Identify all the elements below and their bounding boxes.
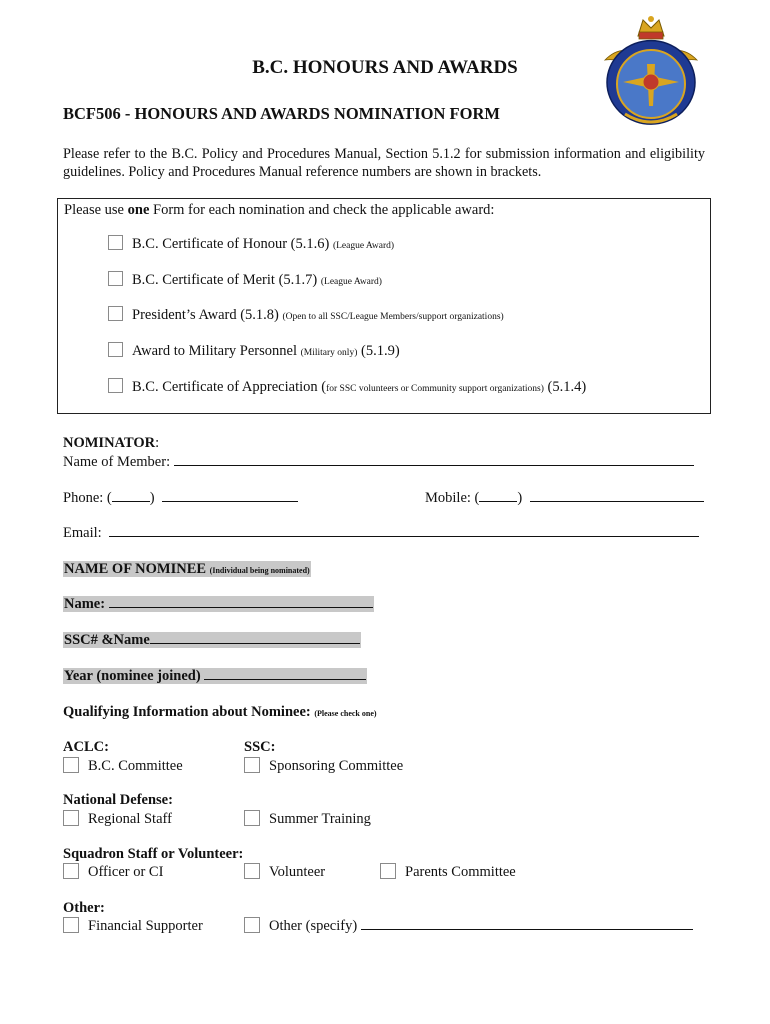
nominee-name-row: Name: bbox=[63, 596, 374, 613]
qualifying-checkbox[interactable] bbox=[380, 863, 396, 879]
qualifying-checkbox[interactable] bbox=[244, 810, 260, 826]
nominee-name-field[interactable] bbox=[109, 606, 373, 608]
award-checkbox[interactable] bbox=[108, 342, 123, 357]
email-row: Email: bbox=[63, 525, 699, 542]
award-checkbox[interactable] bbox=[108, 271, 123, 286]
option-parents-committee: Parents Committee bbox=[380, 864, 516, 881]
qualifying-checkbox[interactable] bbox=[63, 757, 79, 773]
qualifying-checkbox[interactable] bbox=[244, 917, 260, 933]
phone-area-code-field[interactable] bbox=[112, 500, 150, 502]
group-ssc: SSC: bbox=[244, 739, 276, 755]
option-volunteer: Volunteer bbox=[244, 864, 325, 881]
option-financial-supporter: Financial Supporter bbox=[63, 918, 203, 935]
mobile-area-code-field[interactable] bbox=[479, 500, 517, 502]
award-option-president: President’s Award (5.1.8) (Open to all SSC/League Members/support organizations) bbox=[108, 307, 504, 324]
mobile-row: Mobile: ( ) bbox=[425, 490, 704, 507]
option-bc-committee: B.C. Committee bbox=[63, 758, 183, 775]
intro-paragraph: Please refer to the B.C. Policy and Procedures Manual, Section 5.1.2 for submission information and eligibility guidelines. Policy and Procedures Manual reference numbers are shown in brackets. bbox=[63, 146, 705, 180]
option-summer-training: Summer Training bbox=[244, 811, 371, 828]
phone-row: Phone: ( ) bbox=[63, 490, 298, 507]
qualifying-checkbox[interactable] bbox=[63, 863, 79, 879]
award-checkbox[interactable] bbox=[108, 378, 123, 393]
form-subtitle: BCF506 - HONOURS AND AWARDS NOMINATION FORM bbox=[63, 104, 500, 123]
award-checkbox[interactable] bbox=[108, 306, 123, 321]
nominee-year-row: Year (nominee joined) bbox=[63, 668, 367, 685]
award-selection-box bbox=[57, 198, 711, 414]
option-regional-staff: Regional Staff bbox=[63, 811, 172, 828]
phone-number-field[interactable] bbox=[162, 500, 298, 502]
award-instruction: Please use one Form for each nomination and check the applicable award: bbox=[64, 202, 495, 218]
email-field[interactable] bbox=[109, 535, 699, 537]
award-option-honour: B.C. Certificate of Honour (5.1.6) (League Award) bbox=[108, 236, 394, 253]
qualifying-checkbox[interactable] bbox=[244, 757, 260, 773]
award-option-merit: B.C. Certificate of Merit (5.1.7) (League Award) bbox=[108, 272, 382, 289]
nominee-ssc-field[interactable] bbox=[150, 642, 360, 644]
qualifying-heading: Qualifying Information about Nominee: (Please check one) bbox=[63, 704, 377, 720]
qualifying-checkbox[interactable] bbox=[63, 810, 79, 826]
page-title: B.C. HONOURS AND AWARDS bbox=[252, 57, 518, 78]
award-checkbox[interactable] bbox=[108, 235, 123, 250]
group-squadron: Squadron Staff or Volunteer: bbox=[63, 846, 244, 862]
nominee-heading: NAME OF NOMINEE (Individual being nominated) bbox=[64, 561, 310, 577]
nominee-year-field[interactable] bbox=[204, 678, 366, 680]
group-aclc: ACLC: bbox=[63, 739, 109, 755]
other-specify-field[interactable] bbox=[361, 928, 693, 930]
option-other-specify: Other (specify) bbox=[244, 918, 693, 935]
qualifying-checkbox[interactable] bbox=[63, 917, 79, 933]
member-name-field[interactable] bbox=[174, 464, 694, 466]
option-sponsoring-committee: Sponsoring Committee bbox=[244, 758, 403, 775]
group-other: Other: bbox=[63, 900, 105, 916]
qualifying-checkbox[interactable] bbox=[244, 863, 260, 879]
group-national-defense: National Defense: bbox=[63, 792, 173, 808]
award-option-military: Award to Military Personnel (Military only) (5.1.9) bbox=[108, 343, 400, 360]
mobile-number-field[interactable] bbox=[530, 500, 704, 502]
nominator-heading: NOMINATOR: bbox=[63, 435, 160, 451]
nominee-ssc-row: SSC# &Name bbox=[63, 632, 361, 649]
award-option-appreciation: B.C. Certificate of Appreciation (for SSC volunteers or Community support organizations) (5.1.4) bbox=[108, 379, 586, 396]
member-name-row: Name of Member: bbox=[63, 454, 694, 471]
option-officer-ci: Officer or CI bbox=[63, 864, 163, 881]
